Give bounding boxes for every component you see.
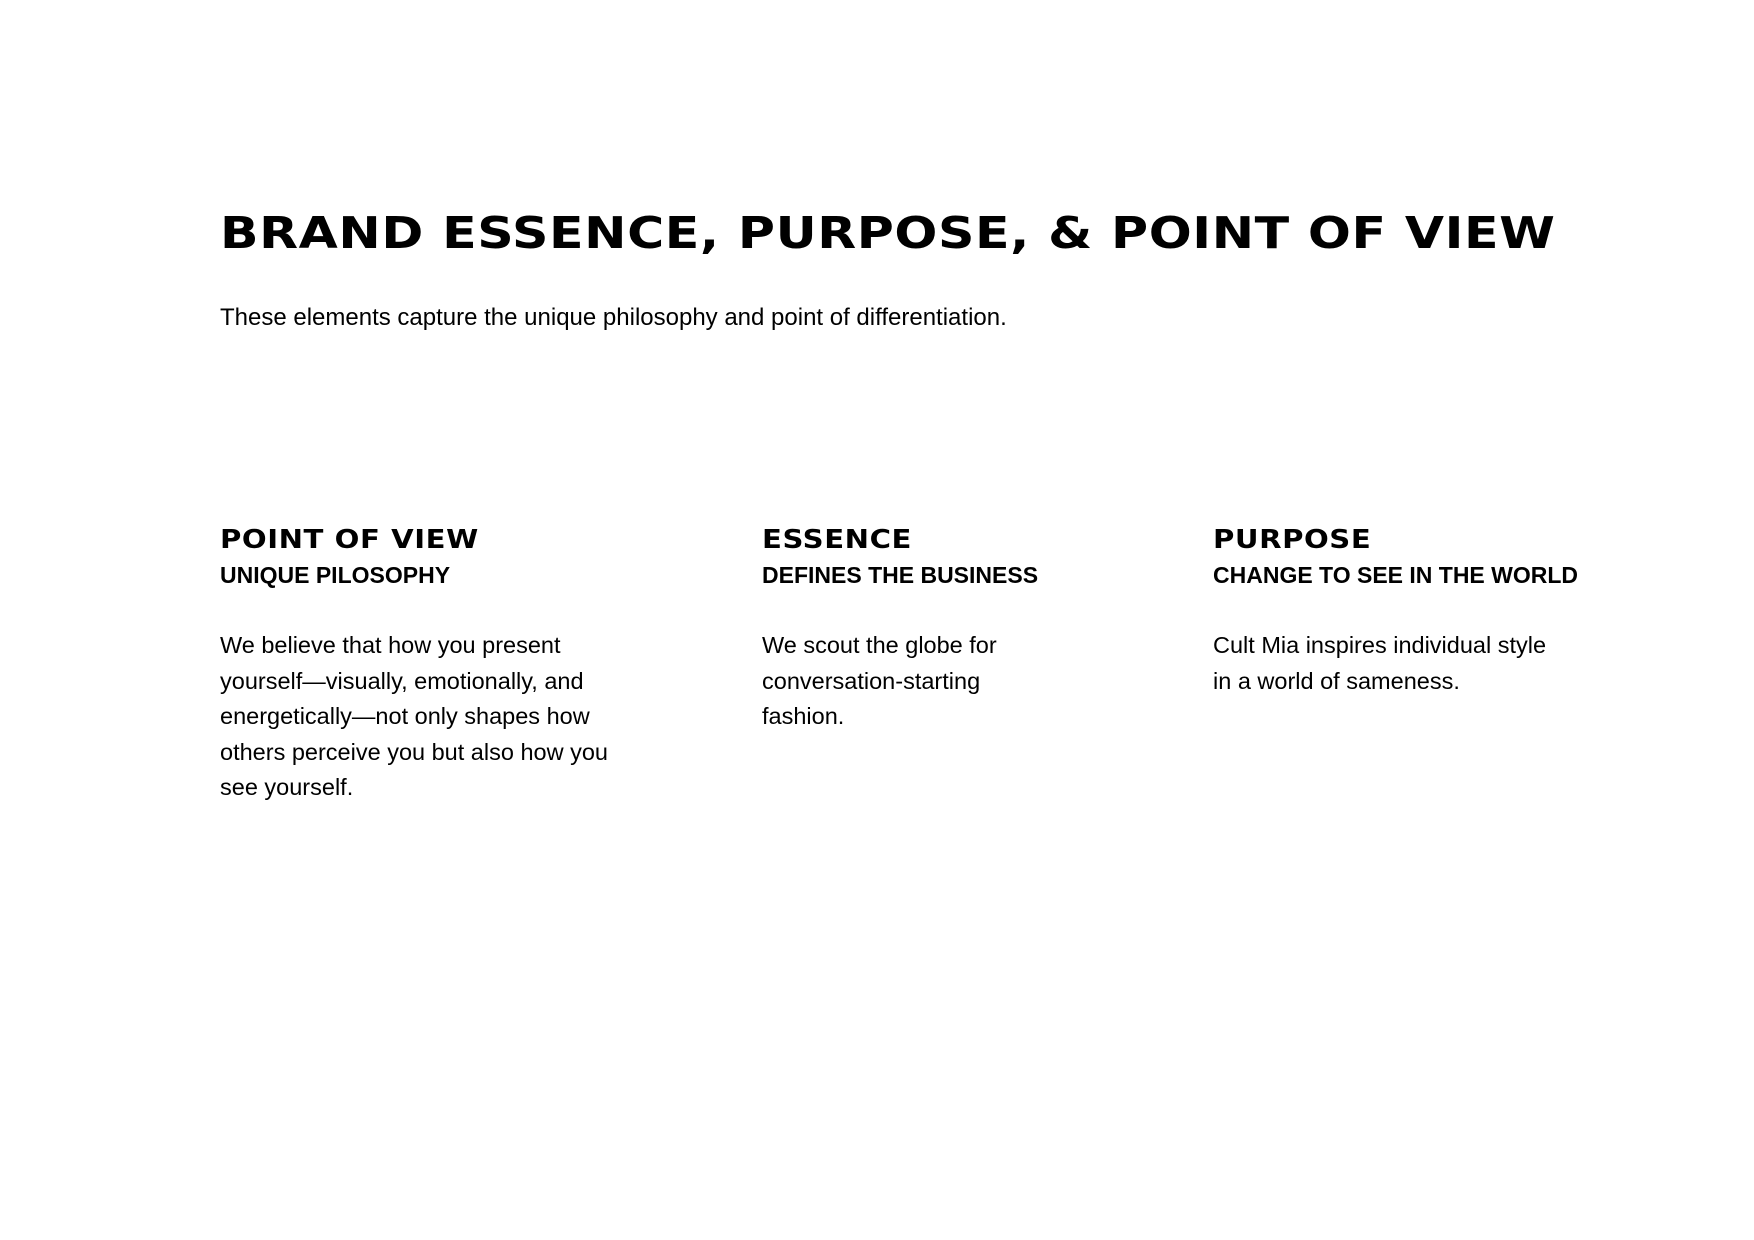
page-title: BRAND ESSENCE, PURPOSE, & POINT OF VIEW	[220, 208, 1556, 259]
essence-body: We scout the globe for conversation-starting fashion.	[762, 632, 997, 729]
point-of-view-column	[220, 522, 640, 806]
purpose-heading: PURPOSE	[1213, 525, 1372, 555]
purpose-subheading: CHANGE TO SEE IN THE WORLD	[1213, 562, 1579, 588]
purpose-body: Cult Mia inspires individual style in a world of sameness.	[1213, 632, 1547, 694]
page-subtitle: These elements capture the unique philosophy and point of differentiation.	[220, 304, 1007, 331]
essence-column	[762, 522, 1082, 735]
point-of-view-body: We believe that how you present yourself—visually, emotionally, and energetically—not only shapes how others perceive you but also how you see yourself.	[220, 632, 608, 800]
essence-subheading: DEFINES THE BUSINESS	[762, 562, 1039, 588]
point-of-view-heading: POINT OF VIEW	[220, 525, 479, 555]
essence-heading: ESSENCE	[762, 525, 912, 555]
purpose-column	[1213, 522, 1593, 699]
point-of-view-subheading: UNIQUE PILOSOPHY	[220, 562, 451, 588]
